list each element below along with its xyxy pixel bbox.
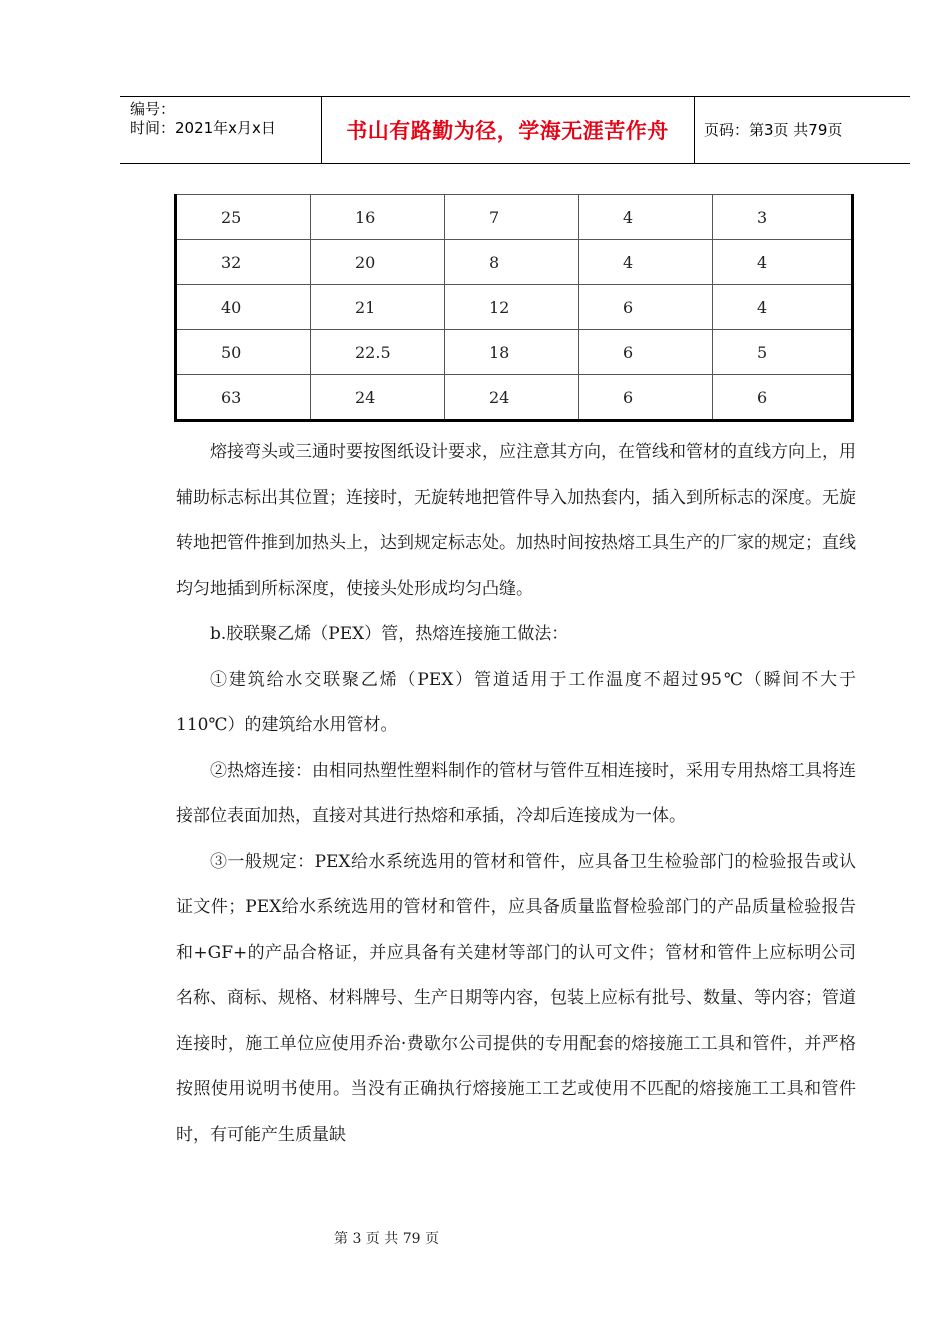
- header-divider: [694, 96, 695, 163]
- table-cell: 22.5: [311, 330, 445, 375]
- body-paragraph: ①建筑给水交联聚乙烯（PEX）管道适用于工作温度不超过95℃（瞬间不大于110℃）的建筑给水用管材。: [176, 669, 856, 735]
- table-cell: 3: [713, 195, 853, 240]
- table-cell: 50: [176, 330, 311, 375]
- table-cell: 4: [579, 195, 713, 240]
- header-motto: 书山有路勤为径，学海无涯苦作舟: [346, 118, 669, 143]
- table-cell: 20: [311, 240, 445, 285]
- body-paragraph: ③一般规定：PEX给水系统选用的管材和管件，应具备卫生检验部门的检验报告或认证文件；PEX给水系统选用的管材和管件，应具备质量监督检验部门的产品质量检验报告和+GF+的产品合格证，并应具备有关建材等部门的认可文件；管材和管件上应标明公司名称、商标、规格、材料牌号、生产日期等内容，包装上应标有批号、数量、等内容；管道连接时，施工单位应使用乔治·费歇尔公司提供的专用配套的熔接施工工具和管件，并严格按照使用说明书使用。当没有正确执行熔接施工工艺或使用不匹配的熔接施工工具和管件时，有可能产生质量缺: [176, 851, 856, 1145]
- table-cell: 16: [311, 195, 445, 240]
- table-cell: 6: [713, 375, 853, 421]
- table-cell: 21: [311, 285, 445, 330]
- table-cell: 4: [713, 240, 853, 285]
- table-cell: 4: [579, 240, 713, 285]
- header-meta: [130, 100, 276, 138]
- table-cell: 40: [176, 285, 311, 330]
- table-cell: 12: [445, 285, 579, 330]
- table-cell: 6: [579, 330, 713, 375]
- table-cell: 24: [311, 375, 445, 421]
- table-cell: 63: [176, 375, 311, 421]
- pipe-spec-table: [174, 194, 854, 422]
- table-cell: 6: [579, 375, 713, 421]
- table-cell: 7: [445, 195, 579, 240]
- table-cell: 6: [579, 285, 713, 330]
- table-row: [176, 285, 853, 330]
- table-cell: 8: [445, 240, 579, 285]
- table-row: [176, 330, 853, 375]
- table-row: [176, 195, 853, 240]
- table-row: [176, 240, 853, 285]
- document-body: [176, 430, 856, 1158]
- table-cell: 32: [176, 240, 311, 285]
- table-cell: 4: [713, 285, 853, 330]
- body-paragraph: 熔接弯头或三通时要按图纸设计要求，应注意其方向，在管线和管材的直线方向上，用辅助标志标出其位置；连接时，无旋转地把管件导入加热套内，插入到所标志的深度。无旋转地把管件推到加热头上，达到规定标志处。加热时间按热熔工具生产的厂家的规定；直线均匀地插到所标深度，使接头处形成均匀凸缝。: [176, 442, 856, 599]
- time-label: 时间：2021年x月x日: [130, 119, 276, 137]
- body-paragraph: b.胶联聚乙烯（PEX）管，热熔连接施工做法：: [210, 624, 569, 644]
- header-page-info: 页码：第3页 共79页: [704, 121, 843, 139]
- page-footer: 第 3 页 共 79 页: [334, 1231, 439, 1247]
- body-paragraph: ②热熔连接：由相同热塑性塑料制作的管材与管件互相连接时，采用专用热熔工具将连接部位表面加热，直接对其进行热熔和承插，冷却后连接成为一体。: [176, 760, 856, 826]
- table-cell: 24: [445, 375, 579, 421]
- table-cell: 25: [176, 195, 311, 240]
- table-cell: 18: [445, 330, 579, 375]
- serial-label: 编号：: [130, 100, 176, 118]
- header-bottom-rule: [120, 163, 910, 164]
- table-cell: 5: [713, 330, 853, 375]
- table-row: [176, 375, 853, 421]
